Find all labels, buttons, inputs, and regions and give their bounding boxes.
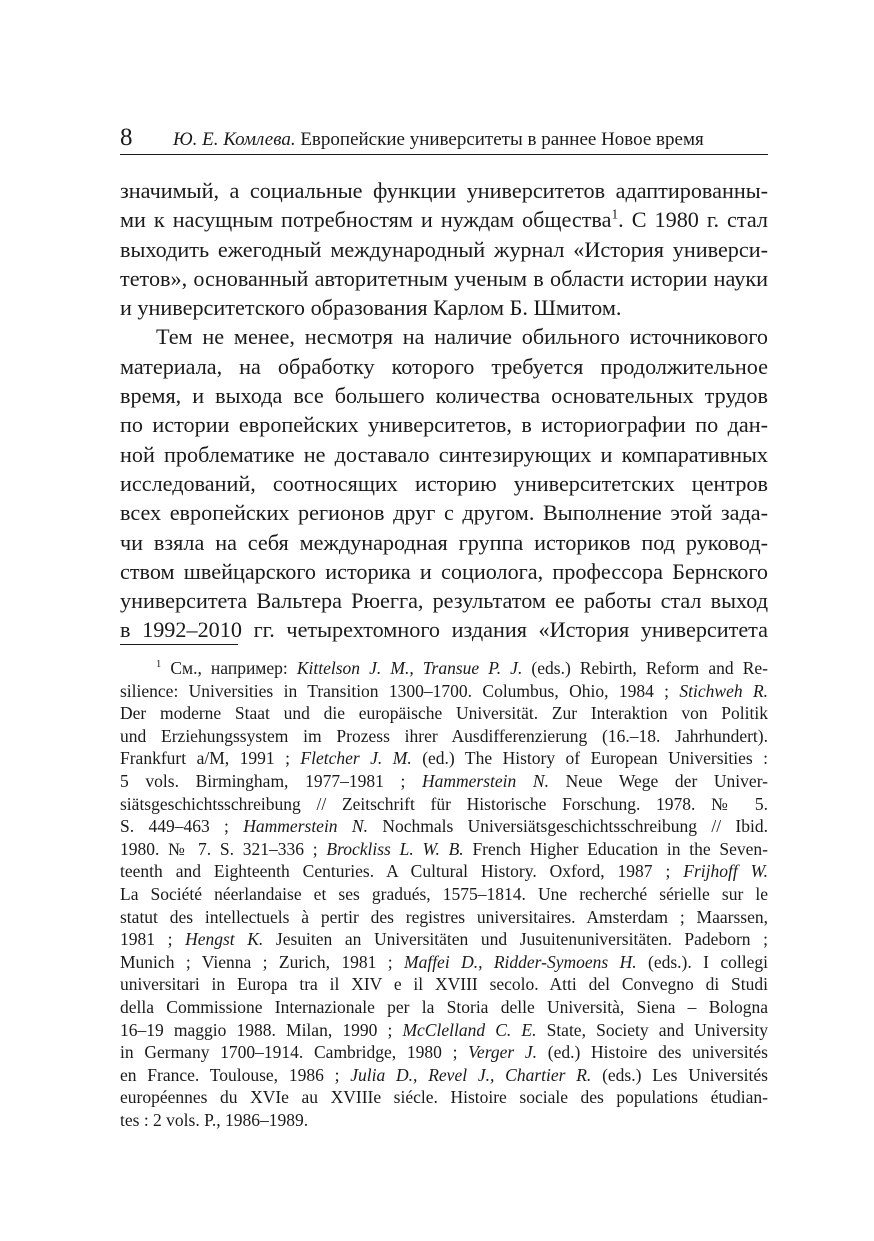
- page-number: 8: [120, 124, 133, 151]
- footnote-divider: [120, 644, 238, 645]
- main-text: [120, 176, 768, 645]
- text-line: время, и выхода все большего количества основательных трудов: [120, 383, 768, 409]
- footnote-line: 5 vols. Birmingham, 1977–1981 ; Hammerstein N. Neue Wege der Univer-: [120, 770, 768, 791]
- footnote-line: siätsgeschichtsschreibung // Zeitschrift für Historische Forschung. 1978. № 5.: [120, 793, 768, 814]
- footnote-line: 16–19 maggio 1988. Milan, 1990 ; McClelland C. E. State, Society and University: [120, 1019, 768, 1040]
- text-line: всех европейских регионов друг с другом. Выполнение этой зада-: [120, 500, 768, 526]
- text-line: Тем не менее, несмотря на наличие обильного источникового: [156, 324, 768, 350]
- text-line: исследований, соотносящих историю университетских центров: [120, 470, 768, 496]
- text-line: тетов», основанный авторитетным ученым в области истории науки: [120, 265, 768, 291]
- footnote-line: teenth and Eighteenth Centuries. A Cultural History. Oxford, 1987 ; Frijhoff W.: [120, 861, 768, 882]
- footnote-line: $^1$ См., например: Kittelson J. M., Transue P. J. (eds.) Rebirth, Reform and Re-: [156, 658, 769, 678]
- footnote-line: Der moderne Staat und die europäische Universität. Zur Interaktion von Politik: [120, 703, 768, 724]
- footnote-marker: 1: [156, 659, 162, 671]
- footnote-line: della Commissione Internazionale per la Storia delle Università, Siena – Bologna: [120, 996, 768, 1017]
- footnote-line: in Germany 1700–1914. Cambridge, 1980 ; Verger J. (ed.) Histoire des universités: [120, 1042, 768, 1063]
- footnote-line: 1981 ; Hengst K. Jesuiten an Universitäten und Jusuitenuniversitäten. Padeborn ;: [120, 929, 768, 950]
- footnote-line: européennes du XVIe au XVIIIe siécle. Histoire sociale des populations étudian-: [120, 1087, 768, 1108]
- footnote-line: S. 449–463 ; Hammerstein N. Nochmals Universiätsgeschichtsschreibung // Ibid.: [120, 816, 768, 837]
- text-line: значимый, а социальные функции университетов адаптированны-: [120, 178, 768, 203]
- text-line: по истории европейских университетов, в историографии по дан-: [120, 412, 768, 438]
- footnote-line: silience: Universities in Transition 1300–1700. Columbus, Ohio, 1984 ; Stichweh R.: [120, 680, 769, 701]
- footnote-line: La Société néerlandaise et ses gradués, 1575–1814. Une recherché sérielle sur le: [120, 883, 768, 904]
- running-header: [120, 124, 768, 155]
- footnote: [120, 657, 768, 1131]
- footnote-line: universitari in Europa tra il XIV e il XVIII secolo. Atti del Convegno di Studi: [120, 974, 768, 995]
- text-line: университета Вальтера Рюегга, результатом ее работы стал выход: [120, 588, 768, 614]
- footnote-reference: 1: [611, 206, 619, 222]
- footnote-line: Frankfurt a/M, 1991 ; Fletcher J. M. (ed.) The History of European Universities :: [120, 748, 768, 769]
- text-line: ми к насущным потребностям и нуждам общества$^1$. С 1980 г. стал: [120, 206, 768, 233]
- footnote-line: und Erziehungssystem im Prozess ihrer Ausdifferenzierung (16.–18. Jahrhundert).: [120, 725, 768, 746]
- header-author: Ю. Е. Комлева.: [173, 129, 296, 150]
- text-line: ной проблематике не доставало синтезирующих и компаративных: [120, 441, 768, 467]
- footnote-line: en France. Toulouse, 1986 ; Julia D., Revel J., Chartier R. (eds.) Les Universités: [120, 1064, 768, 1085]
- running-title: [173, 128, 704, 152]
- text-line: чи взяла на себя международная группа историков под руковод-: [120, 529, 768, 555]
- footnote-line: Munich ; Vienna ; Zurich, 1981 ; Maffei D., Ridder-Symoens H. (eds.). I collegi: [120, 951, 768, 972]
- footnote-line: statut des intellectuels à pertir des registres universitaires. Amsterdam ; Maarssen,: [120, 906, 768, 927]
- text-line: в 1992–2010 гг. четырехтомного издания «История университета: [120, 617, 768, 643]
- header-title: Европейские университеты в раннее Новое время: [300, 129, 704, 150]
- footnote-line: 1980. № 7. S. 321–336 ; Brockliss L. W. B. French Higher Education in the Seven-: [120, 838, 768, 859]
- text-line: выходить ежегодный международный журнал «История универси-: [120, 236, 768, 262]
- text-line: ством швейцарского историка и социолога, профессора Бернского: [120, 558, 768, 584]
- text-line: и университетского образования Карлом Б. Шмитом.: [120, 295, 622, 321]
- text-line: материала, на обработку которого требуется продолжительное: [120, 353, 768, 379]
- footnote-line: tes : 2 vols. P., 1986–1989.: [120, 1109, 309, 1130]
